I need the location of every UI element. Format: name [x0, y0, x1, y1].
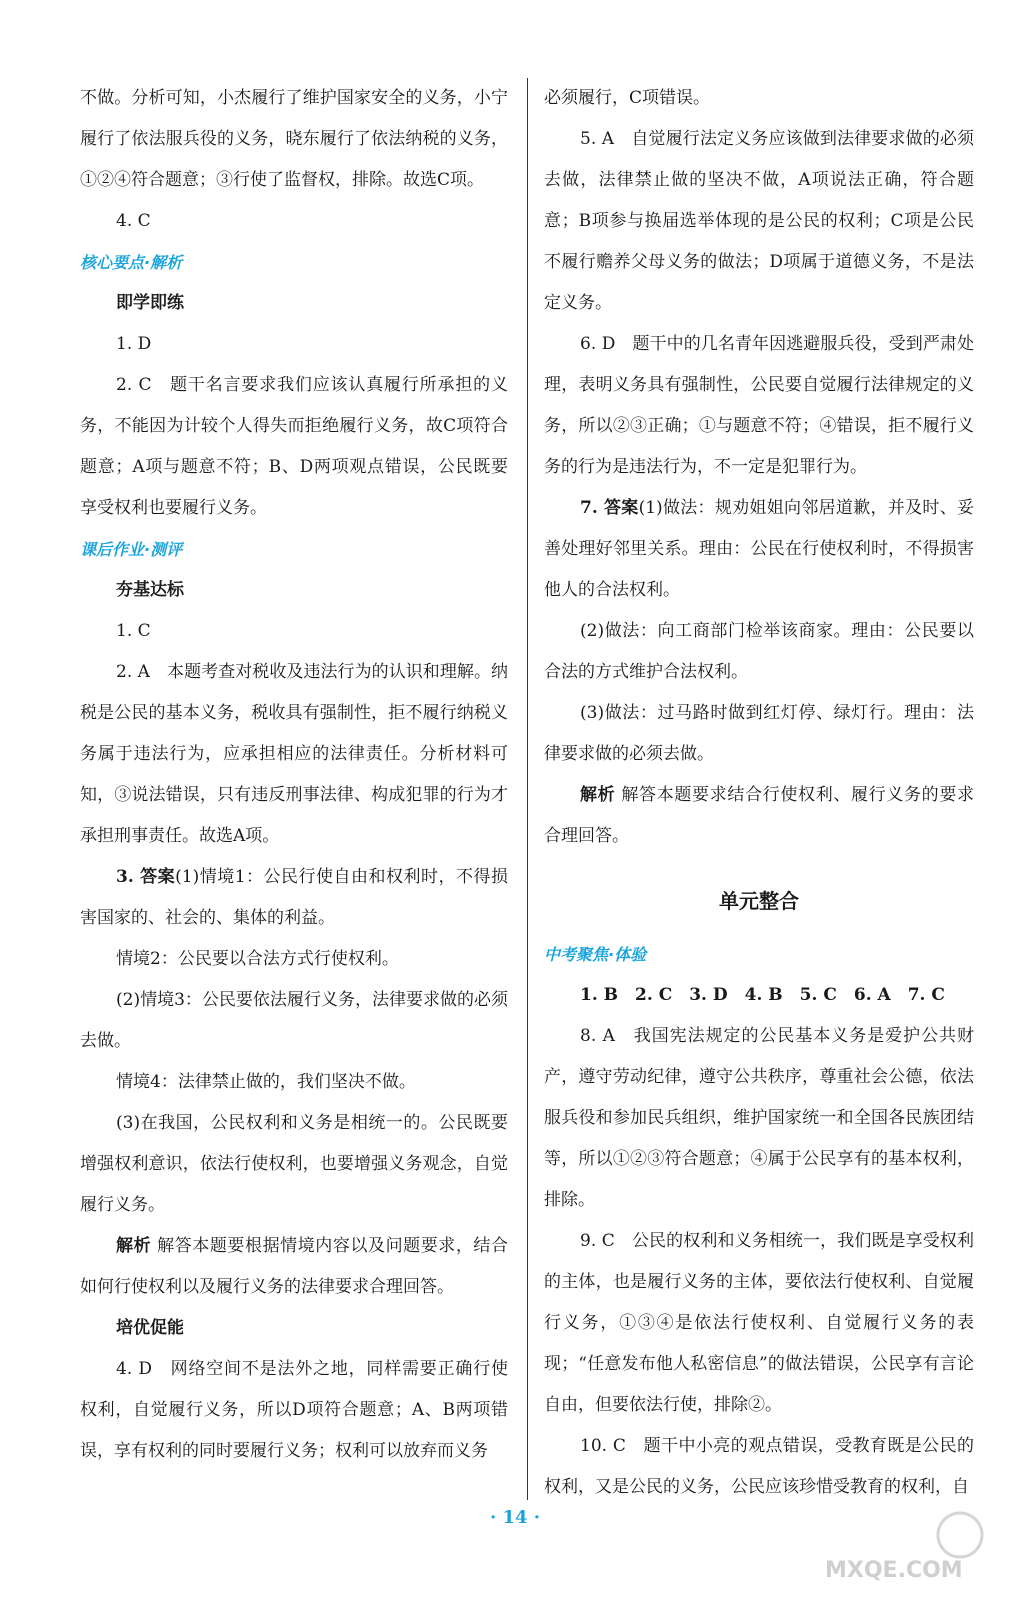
watermark-text: MXQE.COM [825, 1558, 963, 1583]
answer-label: 7. 答案 [580, 498, 639, 518]
analysis-label: 解析 [116, 1236, 152, 1256]
answer-text: 情境4：法律禁止做的，我们坚决不做。 [116, 1072, 416, 1092]
subsection-heading: 培优促能 [116, 1318, 184, 1338]
page-number: · 14 · [489, 1507, 541, 1528]
answer-text: (2)情境3：公民要依法履行义务，法律要求做的必须去做。 [80, 990, 508, 1051]
answer-item: 9. C 公民的权利和义务相统一，我们既是享受权利的主体，也是履行义务的主体，要依法行使权利、自觉履行义务，①③④是依法行使权利、自觉履行义务的表现；“任意发布他人私密信息”的做法错误，公民享有言论自由，但要依法行使，排除②。 [544, 1231, 974, 1415]
answer-item: 8. A 我国宪法规定的公民基本义务是爱护公共财产，遵守劳动纪律，遵守公共秩序，尊重社会公德，依法服兵役和参加民兵组织，维护国家统一和全国各民族团结等，所以①②③符合题意；④属于公民享有的基本权利，排除。 [544, 1026, 974, 1210]
answer-text: (3)在我国，公民权利和义务是相统一的。公民既要增强权利意识，依法行使权利，也要增强义务观念，自觉履行义务。 [80, 1113, 508, 1215]
section-heading: 中考聚焦·体验 [544, 945, 647, 964]
section-heading: 核心要点·解析 [80, 253, 183, 272]
answer-text: (3)做法：过马路时做到红灯停、绿灯行。理由：法律要求做的必须去做。 [544, 703, 974, 764]
section-heading: 课后作业·测评 [80, 540, 183, 559]
answer-item: 4. D 网络空间不是法外之地，同样需要正确行使权利，自觉履行义务，所以D项符合题意；A、B两项错误，享有权利的同时要履行义务；权利可以放弃而义务 [80, 1359, 508, 1461]
analysis [80, 1226, 508, 1308]
subsection-heading: 夯基达标 [116, 580, 184, 600]
subsection-heading: 即学即练 [116, 293, 184, 313]
left-column [80, 78, 508, 1472]
paragraph: 必须履行，C项错误。 [544, 88, 711, 108]
answer-item: 6. D 题干中的几名青年因逃避服兵役，受到严肃处理，表明义务具有强制性，公民要自觉履行法律规定的义务，所以②③正确；①与题意不符；④错误，拒不履行义务的行为是违法行为，不一定是犯罪行为。 [544, 334, 974, 477]
analysis-label: 解析 [580, 785, 616, 805]
answer-text: 情境2：公民要以合法方式行使权利。 [116, 949, 399, 969]
answer-item: 2. C 题干名言要求我们应该认真履行所承担的义务，不能因为计较个人得失而拒绝履行义务，故C项符合题意；A项与题意不符；B、D两项观点错误，公民既要享受权利也要履行义务。 [80, 375, 508, 518]
column-divider [527, 78, 528, 1500]
analysis-text: 解答本题要求结合行使权利、履行义务的要求合理回答。 [544, 785, 974, 846]
paragraph: 不做。分析可知，小杰履行了维护国家安全的义务，小宁履行了依法服兵役的义务，晓东履行了依法纳税的义务，①②④符合题意；③行使了监督权，排除。故选C项。 [80, 88, 508, 190]
answer-text: (2)做法：向工商部门检举该商家。理由：公民要以合法的方式维护合法权利。 [544, 621, 974, 682]
answer-item: 10. C 题干中小亮的观点错误，受教育既是公民的权利，又是公民的义务，公民应该珍惜受教育的权利，自 [544, 1436, 974, 1497]
answer-list: 1. B 2. C 3. D 4. B 5. C 6. A 7. C [580, 985, 945, 1005]
analysis [544, 775, 974, 857]
analysis-text: 解答本题要根据情境内容以及问题要求，结合如何行使权利以及履行义务的法律要求合理回答。 [80, 1236, 509, 1297]
answer-label: 3. 答案 [116, 867, 176, 887]
answer-item [80, 857, 508, 939]
watermark-logo [820, 1505, 1000, 1585]
answer-item: 1. D [116, 334, 152, 354]
answer-text: (1)情境1：公民行使自由和权利时，不得损害国家的、社会的、集体的利益。 [80, 867, 508, 928]
unit-title: 单元整合 [719, 889, 799, 913]
answer-text: (1)做法：规劝姐姐向邻居道歉，并及时、妥善处理好邻里关系。理由：公民在行使权利时，不得损害他人的合法权利。 [544, 498, 974, 600]
answer-item: 2. A 本题考查对税收及违法行为的认识和理解。纳税是公民的基本义务，税收具有强制性，拒不履行纳税义务属于违法行为，应承担相应的法律责任。分析材料可知，③说法错误，只有违反刑事法律、构成犯罪的行为才承担刑事责任。故选A项。 [80, 662, 508, 846]
answer-item: 1. C [116, 621, 151, 641]
right-column [544, 78, 974, 1508]
answer-item: 5. A 自觉履行法定义务应该做到法律要求做的必须去做，法律禁止做的坚决不做，A项说法正确，符合题意；B项参与换届选举体现的是公民的权利；C项是公民不履行赡养父母义务的做法；D项属于道德义务，不是法定义务。 [544, 129, 974, 313]
answer-item [544, 488, 974, 611]
answer-item: 4. C [116, 211, 151, 231]
